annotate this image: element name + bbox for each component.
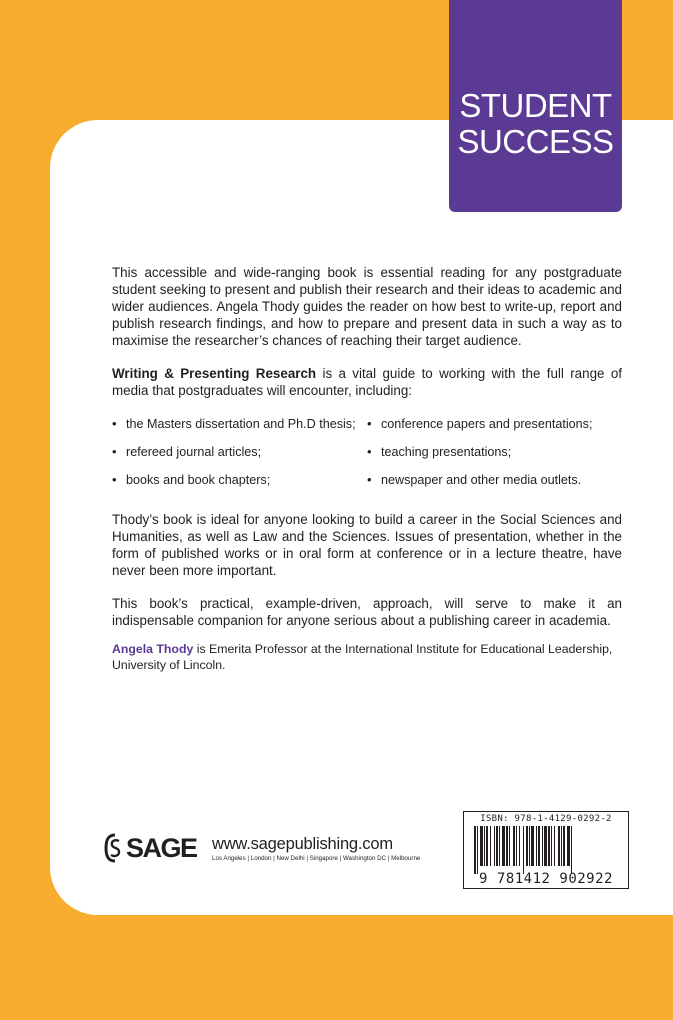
- barcode-bar: [477, 826, 478, 874]
- bullet-icon: •: [112, 416, 117, 431]
- barcode-bar: [551, 826, 552, 866]
- barcode-bar: [516, 826, 517, 866]
- series-title: [449, 88, 622, 160]
- media-list: [112, 415, 622, 489]
- barcode-bar: [548, 826, 550, 866]
- barcode-bar: [526, 826, 528, 866]
- sage-logo-icon: [104, 833, 126, 863]
- barcode-bar: [536, 826, 537, 866]
- barcode-bar: [484, 826, 485, 866]
- barcode-bar: [542, 826, 543, 866]
- intro-paragraph: This accessible and wide-ranging book is essential reading for any postgraduate student seeking to present and publish their research and their ideas to academic and wider audiences. Angela Thody guides the reader on how best to write-up, report and publish research findings, and how to prepare and present data in such a way as to maximise the researcher’s chances of reaching their target audience.: [112, 265, 622, 348]
- barcode-bar: [509, 826, 510, 866]
- isbn-label: ISBN: 978-1-4129-0292-2: [480, 814, 612, 824]
- bullet-icon: •: [112, 444, 117, 459]
- bullet-icon: •: [112, 472, 117, 487]
- author-bio-text: is Emerita Professor at the International Institute for Educational Leadership, University of Lincoln.: [112, 642, 613, 672]
- isbn-barcode: [463, 811, 629, 889]
- barcode-bar: [496, 826, 498, 866]
- barcode-bar: [567, 826, 570, 866]
- barcode-bar: [490, 826, 491, 866]
- list-item: • conference papers and presentations;: [367, 416, 593, 431]
- publisher-block: [104, 833, 424, 873]
- sage-wordmark: SAGE: [126, 833, 197, 863]
- barcode-bar: [558, 826, 560, 866]
- list-item: • the Masters dissertation and Ph.D thesis;: [112, 416, 356, 431]
- bullet-icon: •: [367, 472, 372, 487]
- barcode-bar: [561, 826, 562, 866]
- barcode-bar: [529, 826, 530, 866]
- barcode-bar: [499, 826, 500, 866]
- approach-paragraph: This book’s practical, example-driven, approach, will serve to make it an indispensable companion for anyone serious about a publishing career in academia.: [112, 596, 622, 628]
- barcode-bar: [538, 826, 540, 866]
- barcode-bar: [513, 826, 515, 866]
- list-item: • refereed journal articles;: [112, 444, 262, 459]
- barcode-bar: [544, 826, 547, 866]
- blurb: [112, 264, 622, 689]
- barcode-bar: [494, 826, 495, 866]
- publisher-cities: Los Angeles | London | New Delhi | Singapore | Washington DC | Melbourne: [212, 855, 421, 862]
- author-bio: [112, 641, 622, 673]
- barcode-bar: [519, 826, 520, 866]
- guide-paragraph: [112, 365, 622, 399]
- career-paragraph: Thody’s book is ideal for anyone looking to build a career in the Social Sciences and Humanities, as well as Law and the Sciences. Issues of presentation, whether in the form of published works or in oral form at conference or in a lecture theatre, have never been more important.: [112, 512, 622, 578]
- barcode-bar: [506, 826, 508, 866]
- barcode-digits: 9 781412 902922: [479, 871, 613, 887]
- bullet-icon: •: [367, 444, 372, 459]
- bullet-icon: •: [367, 416, 372, 431]
- barcode-bars: [472, 826, 622, 874]
- barcode-bar: [474, 826, 476, 874]
- author-name: Angela Thody: [112, 642, 194, 656]
- barcode-bar: [480, 826, 483, 866]
- barcode-bar: [531, 826, 534, 866]
- barcode-bar: [502, 826, 505, 866]
- guide-text: is a vital guide to working with the full range of media that postgraduates will encounter, including:: [112, 366, 622, 398]
- series-title-line2: SUCCESS: [457, 123, 614, 160]
- list-item: • books and book chapters;: [112, 472, 271, 487]
- barcode-bar: [554, 826, 555, 866]
- book-title: Writing & Presenting Research: [112, 366, 317, 381]
- list-item: • teaching presentations;: [367, 444, 512, 459]
- barcode-bar: [571, 826, 572, 874]
- student-success-ribbon: [449, 0, 622, 212]
- barcode-bar: [523, 826, 524, 874]
- publisher-url: www.sagepublishing.com: [212, 835, 393, 853]
- barcode-bar: [486, 826, 488, 866]
- barcode-bar: [563, 826, 565, 866]
- list-item: • newspaper and other media outlets.: [367, 472, 582, 487]
- series-title-line1: STUDENT: [459, 87, 612, 124]
